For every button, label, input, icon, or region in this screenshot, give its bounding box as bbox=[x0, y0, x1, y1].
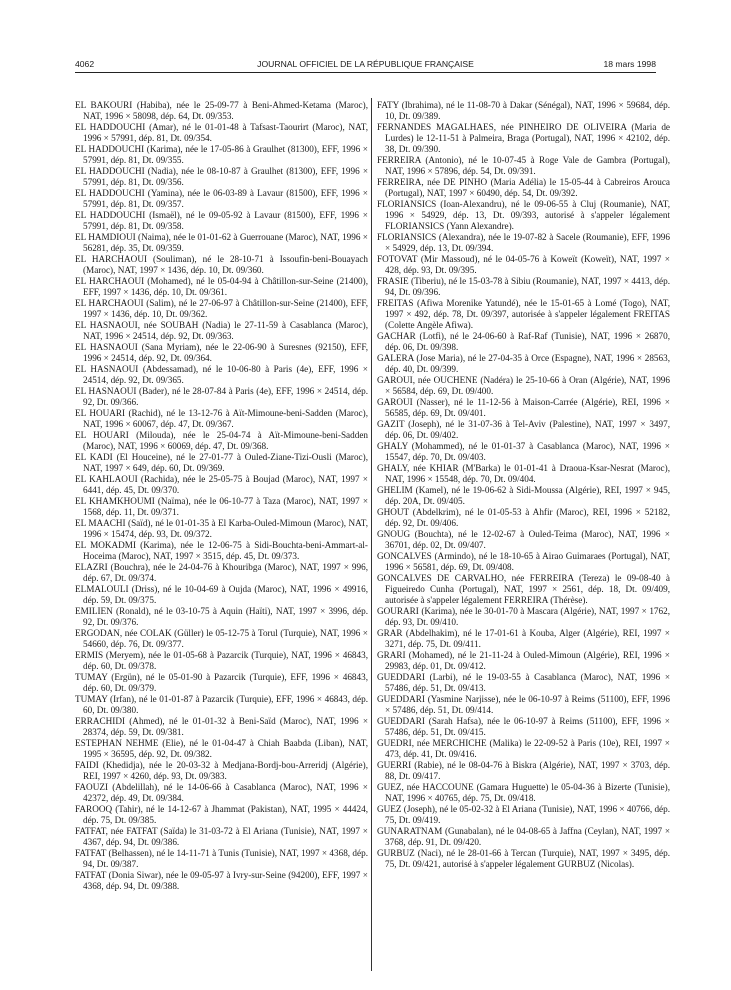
list-item: GHOUT (Abdelkrim), né le 01-05-53 à Ahfir (Maroc), REI, 1996 × 52182, dép. 92, Dt. 09/406. bbox=[377, 506, 670, 528]
list-item: GACHAR (Lotfi), né le 24-06-60 à Raf-Raf (Tunisie), NAT, 1996 × 26870, dép. 06, Dt. 09/398. bbox=[377, 330, 670, 352]
list-item: FOTOVAT (Mir Massoud), né le 04-05-76 à Koweït (Koweït), NAT, 1997 × 428, dép. 93, Dt. 09/395. bbox=[377, 253, 670, 275]
list-item: FLORIANSICS (Alexandra), née le 19-07-82 à Sacele (Roumanie), EFF, 1996 × 54929, dép. 13, Dt. 09/394. bbox=[377, 231, 670, 253]
list-item: EL HOUARI (Rachid), né le 13-12-76 à Aït-Mimoune-beni-Sadden (Maroc), NAT, 1996 × 60067, dép. 47, Dt. 09/367. bbox=[75, 408, 368, 429]
list-item: GOURARI (Karima), née le 30-01-70 à Mascara (Algérie), NAT, 1997 × 1762, dép. 93, Dt. 09/410. bbox=[377, 605, 670, 627]
list-item: GUEDDARI (Yasmine Narjisse), née le 06-10-97 à Reims (51100), EFF, 1996 × 57486, dép. 51, Dt. 09/414. bbox=[377, 693, 670, 715]
list-item: GNOUG (Bouchta), né le 12-02-67 à Ouled-Teima (Maroc), NAT, 1996 × 36701, dép. 02, Dt. 09/407. bbox=[377, 528, 670, 550]
publication-date: 18 mars 1998 bbox=[603, 59, 656, 69]
list-item: GUEZ (Joseph), né le 05-02-32 à El Ariana (Tunisie), NAT, 1996 × 40766, dép. 75, Dt. 09/419. bbox=[377, 803, 670, 825]
list-item: EL MAACHI (Saïd), né le 01-01-35 à El Karba-Ouled-Mimoun (Maroc), NAT, 1996 × 15474, dép. 93, Dt. 09/372. bbox=[75, 518, 368, 539]
list-item: FAROOQ (Tahir), né le 14-12-67 à Jhammat (Pakistan), NAT, 1995 × 44424, dép. 75, Dt. 09/385. bbox=[75, 804, 368, 825]
list-item: GRARI (Mohamed), né le 21-11-24 à Ouled-Mimoun (Algérie), REI, 1996 × 29983, dép. 01, Dt. 09/412. bbox=[377, 649, 670, 671]
list-item: GUEZ, née HACCOUNE (Gamara Huguette) le 05-04-36 à Bizerte (Tunisie), NAT, 1996 × 40765, dép. 75, Dt. 09/418. bbox=[377, 781, 670, 803]
list-item: EL HASNAOUI, née SOUBAH (Nadia) le 27-11-59 à Casablanca (Maroc), NAT, 1996 × 24514, dép. 92, Dt. 09/363. bbox=[75, 320, 368, 341]
list-item: GAZIT (Joseph), né le 31-07-36 à Tel-Aviv (Palestine), NAT, 1997 × 3497, dép. 06, Dt. 09/402. bbox=[377, 418, 670, 440]
list-item: EL MOKADMI (Karima), née le 12-06-75 à Sidi-Bouchta-beni-Ammart-al-Hoceima (Maroc), NAT, 1997 × 3515, dép. 45, Dt. 09/373. bbox=[75, 540, 368, 561]
list-item: FERREIRA, née DE PINHO (Maria Adélia) le 15-05-44 à Cabreiros Arouca (Portugal), NAT, 1997 × 60490, dép. 54, Dt. 09/392. bbox=[377, 176, 670, 198]
list-item: ELAZRI (Bouchra), née le 24-04-76 à Khouribga (Maroc), NAT, 1997 × 996, dép. 67, Dt. 09/374. bbox=[75, 562, 368, 583]
right-column bbox=[377, 100, 670, 980]
list-item: ELMALOULI (Driss), né le 10-04-69 à Oujda (Maroc), NAT, 1996 × 49916, dép. 59, Dt. 09/375. bbox=[75, 584, 368, 605]
list-item: GAROUI, née OUCHENE (Nadéra) le 25-10-66 à Oran (Algérie), NAT, 1996 × 56584, dép. 69, Dt. 09/400. bbox=[377, 374, 670, 396]
list-item: FLORIANSICS (Ioan-Alexandru), né le 09-06-55 à Cluj (Roumanie), NAT, 1996 × 54929, dép. 13, Dt. 09/393, autorisé à s'appeler légalement FLORIANSICS (Yann Alexandre). bbox=[377, 198, 670, 231]
list-item: GUEDRI, née MERCHICHE (Malika) le 22-09-52 à Paris (10e), REI, 1997 × 473, dép. 41, Dt. 09/416. bbox=[377, 737, 670, 759]
page-header bbox=[75, 59, 656, 73]
page-number: 4062 bbox=[75, 59, 95, 69]
list-item: FAOUZI (Abdelillah), né le 14-06-66 à Casablanca (Maroc), NAT, 1996 × 42372, dép. 49, Dt. 09/384. bbox=[75, 782, 368, 803]
journal-title: JOURNAL OFFICIEL DE LA RÉPUBLIQUE FRANÇAISE bbox=[257, 59, 474, 69]
list-item: FAIDI (Khedidja), née le 20-03-32 à Medjana-Bordj-bou-Arreridj (Algérie), REI, 1997 × 4260, dép. 93, Dt. 09/383. bbox=[75, 760, 368, 781]
list-item: EL BAKOURI (Habiba), née le 25-09-77 à Beni-Ahmed-Ketama (Maroc), NAT, 1996 × 58098, dép. 64, Dt. 09/353. bbox=[75, 100, 368, 121]
list-item: GHALY (Mohammed), né le 01-01-37 à Casablanca (Maroc), NAT, 1996 × 15547, dép. 70, Dt. 09/403. bbox=[377, 440, 670, 462]
list-item: FERREIRA (Antonio), né le 10-07-45 à Roge Vale de Gambra (Portugal), NAT, 1996 × 57896, dép. 54, Dt. 09/391. bbox=[377, 154, 670, 176]
list-item: EL HASNAOUI (Bader), né le 28-07-84 à Paris (4e), EFF, 1996 × 24514, dép. 92, Dt. 09/366. bbox=[75, 386, 368, 407]
header-rule bbox=[75, 72, 656, 73]
list-item: TUMAY (Ergün), né le 05-01-90 à Pazarcik (Turquie), EFF, 1996 × 46843, dép. 60, Dt. 09/379. bbox=[75, 672, 368, 693]
list-item: GRAR (Abdelhakim), né le 17-01-61 à Kouba, Alger (Algérie), REI, 1997 × 3271, dép. 75, Dt. 09/411. bbox=[377, 627, 670, 649]
list-item: ERGODAN, née COLAK (Güller) le 05-12-75 à Torul (Turquie), NAT, 1996 × 54660, dép. 76, Dt. 09/377. bbox=[75, 628, 368, 649]
list-item: EMILIEN (Ronald), né le 03-10-75 à Aquin (Haïti), NAT, 1997 × 3996, dép. 92, Dt. 09/376. bbox=[75, 606, 368, 627]
list-item: GUEDDARI (Larbi), né le 19-03-55 à Casablanca (Maroc), NAT, 1996 × 57486, dép. 51, Dt. 09/413. bbox=[377, 671, 670, 693]
list-item: GALERA (Jose Maria), né le 27-04-35 à Orce (Espagne), NAT, 1996 × 28563, dép. 40, Dt. 09/399. bbox=[377, 352, 670, 374]
list-item: TUMAY (Irfan), né le 01-01-87 à Pazarcik (Turquie), EFF, 1996 × 46843, dép. 60, Dt. 09/380. bbox=[75, 694, 368, 715]
list-item: EL HARCHAOUI (Salim), né le 27-06-97 à Châtillon-sur-Seine (21400), EFF, 1997 × 1436, dép. 10, Dt. 09/362. bbox=[75, 298, 368, 319]
list-item: FATFAT, née FATFAT (Saïda) le 31-03-72 à El Ariana (Tunisie), NAT, 1997 × 4367, dép. 94, Dt. 09/386. bbox=[75, 826, 368, 847]
list-item: FATFAT (Donia Siwar), née le 09-05-97 à Ivry-sur-Seine (94200), EFF, 1997 × 4368, dép. 94, Dt. 09/388. bbox=[75, 870, 368, 891]
list-item: ERRACHIDI (Ahmed), né le 01-01-32 à Beni-Saïd (Maroc), NAT, 1996 × 28374, dép. 59, Dt. 09/381. bbox=[75, 716, 368, 737]
list-item: EL HASNAOUI (Abdessamad), né le 10-06-80 à Paris (4e), EFF, 1996 × 24514, dép. 92, Dt. 09/365. bbox=[75, 364, 368, 385]
list-item: GUERRI (Rabie), né le 08-04-76 à Biskra (Algérie), NAT, 1997 × 3703, dép. 88, Dt. 09/417. bbox=[377, 759, 670, 781]
list-item: FATFAT (Belhassen), né le 14-11-71 à Tunis (Tunisie), NAT, 1997 × 4368, dép. 94, Dt. 09/387. bbox=[75, 848, 368, 869]
list-item: ESTEPHAN NEHME (Elie), né le 01-04-47 à Chiah Baabda (Liban), NAT, 1995 × 36595, dép. 92, Dt. 09/382. bbox=[75, 738, 368, 759]
list-item: EL HADDOUCHI (Amar), né le 01-01-48 à Tafsast-Taourirt (Maroc), NAT, 1996 × 57991, dép. 81, Dt. 09/354. bbox=[75, 122, 368, 143]
list-item: FRASIE (Tiberiu), né le 15-03-78 à Sibiu (Roumanie), NAT, 1997 × 4413, dép. 94, Dt. 09/396. bbox=[377, 275, 670, 297]
list-item: EL HADDOUCHI (Karima), née le 17-05-86 à Graulhet (81300), EFF, 1996 × 57991, dép. 81, Dt. 09/355. bbox=[75, 144, 368, 165]
list-item: EL KHAMKHOUMI (Naïma), née le 06-10-77 à Taza (Maroc), NAT, 1997 × 1568, dép. 11, Dt. 09/371. bbox=[75, 496, 368, 517]
list-item: GUNARATNAM (Gunabalan), né le 04-08-65 à Jaffna (Ceylan), NAT, 1997 × 3768, dép. 91, Dt. 09/420. bbox=[377, 825, 670, 847]
list-item: GUEDDARI (Sarah Hafsa), née le 06-10-97 à Reims (51100), EFF, 1996 × 57486, dép. 51, Dt. 09/415. bbox=[377, 715, 670, 737]
list-item: EL HARCHAOUI (Mohamed), né le 05-04-94 à Châtillon-sur-Seine (21400), EFF, 1997 × 1436, dép. 10, Dt. 09/361. bbox=[75, 276, 368, 297]
list-item: EL KAHLAOUI (Rachida), née le 25-05-75 à Boujad (Maroc), NAT, 1997 × 6441, dép. 45, Dt. 09/370. bbox=[75, 474, 368, 495]
column-divider bbox=[371, 98, 372, 971]
list-item: EL HASNAOUI (Sana Myriam), née le 22-06-90 à Suresnes (92150), EFF, 1996 × 24514, dép. 92, Dt. 09/364. bbox=[75, 342, 368, 363]
list-item: EL HOUARI (Miloudа), née le 25-04-74 à Aït-Mimoune-beni-Sadden (Maroc), NAT, 1996 × 60069, dép. 47, Dt. 09/368. bbox=[75, 430, 368, 451]
list-item: GONCALVES (Armindo), né le 18-10-65 à Airao Guimaraes (Portugal), NAT, 1996 × 56581, dép. 69, Dt. 09/408. bbox=[377, 550, 670, 572]
list-item: GHALY, née KHIAR (M'Barka) le 01-01-41 à Draoua-Ksar-Nesrat (Maroc), NAT, 1996 × 15548, dép. 70, Dt. 09/404. bbox=[377, 462, 670, 484]
list-item: EL KADI (El Houceine), né le 27-01-77 à Ouled-Ziane-Tizi-Ousli (Maroc), NAT, 1997 × 649, dép. 60, Dt. 09/369. bbox=[75, 452, 368, 473]
list-item: FATY (Ibrahima), né le 11-08-70 à Dakar (Sénégal), NAT, 1996 × 59684, dép. 10, Dt. 09/389. bbox=[377, 100, 670, 121]
list-item: FREITAS (Afiwa Morenike Yatundé), née le 15-01-65 à Lomé (Togo), NAT, 1997 × 492, dép. 78, Dt. 09/397, autorisée à s'appeler légalement FREITAS (Colette Angèle Afiwa). bbox=[377, 297, 670, 330]
list-item: EL HARCHAOUI (Souliman), né le 28-10-71 à Issoufin-beni-Bouayach (Maroc), NAT, 1997 × 1436, dép. 10, Dt. 09/360. bbox=[75, 254, 368, 275]
list-item: ERMIS (Meryem), née le 01-05-68 à Pazarcik (Turquie), NAT, 1996 × 46843, dép. 60, Dt. 09/378. bbox=[75, 650, 368, 671]
list-item: GHELIM (Kamel), né le 19-06-62 à Sidi-Moussa (Algérie), REI, 1997 × 945, dép. 20A, Dt. 09/405. bbox=[377, 484, 670, 506]
list-item: GURBUZ (Naci), né le 28-01-66 à Tercan (Turquie), NAT, 1997 × 3495, dép. 75, Dt. 09/421, autorisé à s'appeler légalement GURBUZ (Nicolas). bbox=[377, 847, 670, 869]
list-item: EL HADDOUCHI (Nadia), née le 08-10-87 à Graulhet (81300), EFF, 1996 × 57991, dép. 81, Dt. 09/356. bbox=[75, 166, 368, 187]
left-column bbox=[75, 100, 368, 980]
list-item: EL HADDOUCHI (Yamina), née le 06-03-89 à Lavaur (81500), EFF, 1996 × 57991, dép. 81, Dt. 09/357. bbox=[75, 188, 368, 209]
list-item: FERNANDES MAGALHAES, née PINHEIRO DE OLIVEIRA (Maria de Lurdes) le 12-11-51 à Palmeira, Braga (Portugal), NAT, 1996 × 42102, dép. 38, Dt. 09/390. bbox=[377, 122, 670, 154]
list-item: GONCALVES DE CARVALHO, née FERREIRA (Tereza) le 09-08-40 à Figueiredo Cunha (Portugal), NAT, 1997 × 2561, dép. 18, Dt. 09/409, autorisée à s'appeler légalement FERREIRA (Thérèse). bbox=[377, 572, 670, 605]
list-item: EL HAMDIOUI (Naima), née le 01-01-62 à Guerrouane (Maroc), NAT, 1996 × 56281, dép. 35, Dt. 09/359. bbox=[75, 232, 368, 253]
list-item: EL HADDOUCHI (Ismaël), né le 09-05-92 à Lavaur (81500), EFF, 1996 × 57991, dép. 81, Dt. 09/358. bbox=[75, 210, 368, 231]
list-item: GAROUI (Nasser), né le 11-12-56 à Maison-Carrée (Algérie), REI, 1996 × 56585, dép. 69, Dt. 09/401. bbox=[377, 396, 670, 418]
